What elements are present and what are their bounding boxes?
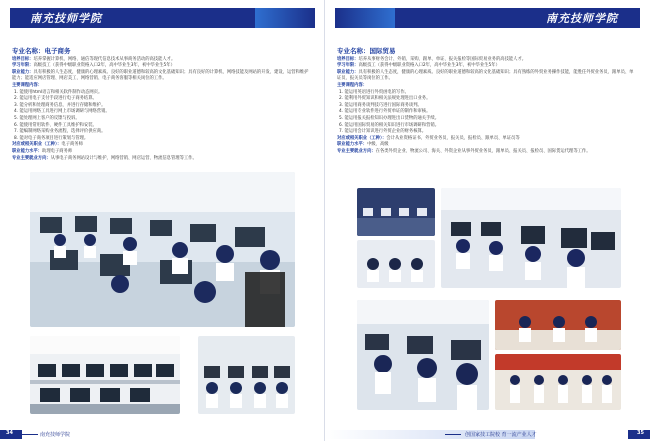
page-number: 34 [6,430,13,436]
header-swoosh [255,8,315,28]
school-logo: 南充技师学院 [30,12,102,25]
classroom-photo-large [30,172,295,327]
right-page [325,0,650,441]
school-logo: 南充技师学院 [546,12,618,25]
course-item: 2. 能利用外贸知识和相关法规处理进出口业务。 [339,96,431,102]
teacher-demo-photo [495,300,621,350]
group-illustration [495,354,621,410]
trade-class-photo-large [441,188,621,288]
course-item: 5. 能运用报关报检知识办理进出口货物的通关手续。 [339,115,439,121]
practice-room-illustration [357,300,489,410]
students-illustration [198,336,295,414]
students-desks-illustration [357,240,435,288]
field-ability: 职业能力：具有积极的人生态度，健康的心理素质。良好的职业道德和较高的文化基础知识；具有熟练的外贸业务操作技能，能胜任外贸业务员、跟单员、单证员、报关员等岗位的工作。 [337,69,634,82]
lab-illustration [30,336,180,414]
header-bar [10,8,315,28]
trade-class-photo-1 [357,188,435,236]
field-duration: 学习年限：高级技工（获得中级职业资格入口2年，高中毕业生3年，初中毕业生5年） [337,63,500,69]
major-title: 专业名称：电子商务 [12,47,71,55]
footer-school-name: 南充技师学院 [40,432,71,438]
field-employment: 专业主要就业方向：在各类外贸企业、物流公司、海关、外资企业从事外贸业务员、跟单员、报关员、报检员、国际货运代理等工作。 [337,148,591,154]
course-item: 8. 能对电子商务项目进行策划与管理。 [14,135,89,141]
field-ability: 职业能力：具有积极的人生态度，健康的心理素质。良好的职业道德和较高的文化基础知识；具有良好的计算机、网络技能及网站的开发、建设、运营和维护能力；能适应网店管理、网店美工、网络营销、电子商务客服等相关岗位的工作。 [12,69,309,82]
trade-class-photo-2 [357,240,435,288]
field-level: 职业能力水平：助理电子商务师 [12,148,73,154]
classroom-illustration [30,172,295,327]
field-cert: 对应或相关职业（工种）：电子商务师 [12,142,83,148]
course-item: 5. 能处理网上客户的反馈与投诉。 [14,115,80,121]
course-item: 1. 能运用英语进行外贸函电的写作。 [339,89,409,95]
major-info-block [12,48,312,162]
header-swoosh [335,8,395,28]
footer-slogan: 创国家技工院校 育一流产业人才 [465,432,537,438]
course-item: 7. 能运用会计知识进行外贸企业的财务核算。 [339,129,427,135]
course-item: 3. 能运用商务谈判技巧进行国际商务谈判。 [339,102,422,108]
training-room-illustration [441,188,621,288]
header-bar [335,8,640,28]
field-goal: 培养目标：培养掌握计算机、网络、通信等现代信息技术从事商务活动的高技能人才。 [12,56,176,62]
field-duration: 学习年限：高级技工（获得中级职业资格入口2年，高中毕业生3年，初中毕业生5年） [12,63,175,69]
course-item: 2. 能运用电子支付手段进行电子商务结算。 [14,96,97,102]
field-cert: 对应或相关职业（工种）：会计从业资格证书、外贸业务员、报关员、报检员、跟单员、单证员等 [337,135,520,141]
major-title: 专业名称：国际贸易 [337,47,396,55]
course-item: 4. 能运用网络工具进行网上市场调研与网络营销。 [14,109,110,115]
footer-rule [22,434,38,435]
computer-lab-photo [30,336,180,414]
field-goal: 培养目标：培养从事财务会计、外销、采购、跟单、单证、报关报检等国际贸易业务的高技能人才。 [337,56,527,62]
students-photo [198,336,295,414]
page-number: 35 [637,430,644,436]
page-footer [0,427,325,441]
trade-class-illustration [357,188,435,236]
course-heading: 主要课程内容： [12,82,43,88]
page-footer [325,427,650,441]
course-heading: 主要课程内容： [337,82,368,88]
course-item: 4. 能运用专业软件进行外贸单证的制作和审核。 [339,109,431,115]
field-employment: 专业主要就业方向：从事电子商务网站设计与维护，网络营销、网店运营、物流信息管理等工作。 [12,155,197,161]
footer-rule [445,434,461,435]
field-level: 职业能力水平：中级、高级 [337,142,389,148]
classroom-photo-bottom-left [357,300,489,410]
teacher-illustration [495,300,621,350]
course-item: 6. 能运用国际贸易的相关知识进行市场调研和营销。 [339,122,439,128]
course-item: 6. 能使用常用软件、硬件工具维护和安装。 [14,122,97,128]
group-photo [495,354,621,410]
course-item: 7. 能编制网络采购业务流程，选择评价供应商。 [14,129,106,135]
major-info-block [337,48,637,156]
course-item: 3. 能分析和处理商务信息，并进行存储和维护。 [14,102,106,108]
course-item: 1. 能使用html语言和相关软件制作动态网页。 [14,89,103,95]
